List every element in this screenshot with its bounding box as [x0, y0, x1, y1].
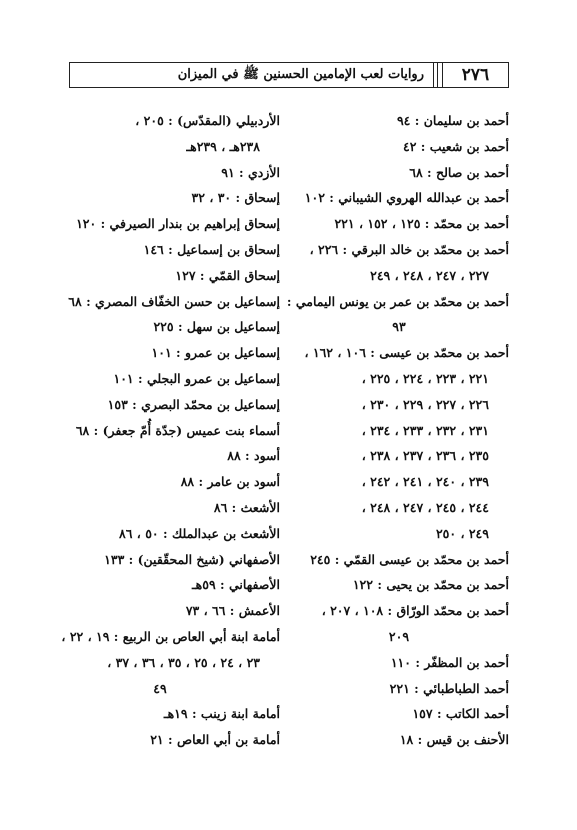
index-entry: أحمد بن سليمان : ٩٤ [396, 113, 509, 128]
index-entry: أسود بن عامر : ٨٨ [180, 474, 280, 490]
index-entry: أحمد بن محمّد الورّاق : ١٠٨ ، ٢٠٧ ، [321, 603, 509, 619]
index-column-right [286, 108, 509, 753]
index-entry: أحمد بن محمّد : ١٢٥ ، ١٥٢ ، ٢٢١ [334, 216, 509, 232]
running-header [69, 62, 509, 88]
index-entry: أحمد بن صالح : ٦٨ [409, 164, 509, 180]
header-divider [437, 63, 439, 87]
index-entry-continuation: ٢٣ ، ٢٤ ، ٢٥ ، ٣٥ ، ٣٦ ، ٣٧ ، [107, 654, 260, 670]
index-entry: أحمد الكاتب : ١٥٧ [412, 706, 509, 722]
index-entry: أسماء بنت عميس (جدّة أُمّ جعفر) : ٦٨ [75, 422, 280, 438]
index-entry-continuation: ٤٩ [153, 680, 167, 696]
index-entry: الأعمش : ٦٦ ، ٧٣ [185, 603, 280, 619]
index-entry-continuation: ٢٣١ ، ٢٣٢ ، ٢٣٣ ، ٢٣٤ ، [361, 422, 489, 438]
index-entry-continuation: ٢٤٤ ، ٢٤٥ ، ٢٤٧ ، ٢٤٨ ، [361, 499, 489, 515]
index-entry: الأصفهاني (شيخ المحقّقين) : ١٣٣ [104, 551, 280, 567]
index-entry: إسحاق القمّي : ١٢٧ [175, 267, 280, 283]
index-entry: الأزدي : ٩١ [221, 164, 280, 180]
index-entry-continuation: ٢٢٦ ، ٢٢٧ ، ٢٢٩ ، ٢٣٠ ، [361, 396, 489, 412]
index-entry-continuation: ٢٣٥ ، ٢٣٦ ، ٢٣٧ ، ٢٣٨ ، [361, 448, 489, 464]
index-entry: إسماعيل بن عمرو البجلي : ١٠١ [113, 370, 280, 386]
book-title: روايات لعب الإمامين الحسنين ﷺ في الميزان [177, 66, 424, 82]
index-entry: أمامة بن أبي العاص : ٢١ [150, 732, 280, 748]
index-entry: إسحاق : ٣٠ ، ٣٢ [191, 190, 280, 206]
index-entry: أحمد بن محمّد بن عيسى : ١٠٦ ، ١٦٢ ، [304, 345, 509, 361]
index-entry: إسحاق بن إسماعيل : ١٤٦ [143, 241, 280, 257]
index-entry: الأصفهاني : ٥٩هـ [191, 577, 280, 593]
header-divider [433, 63, 435, 87]
index-entry-continuation: ٢٠٩ [388, 628, 410, 644]
index-entry: أسود : ٨٨ [227, 448, 280, 464]
index-entry: أحمد الطباطبائي : ٢٢١ [389, 680, 509, 696]
index-entry-continuation: ٢٣٨هـ ، ٢٣٩هـ [186, 138, 260, 154]
index-entry: الأشعث بن عبدالملك : ٥٠ ، ٨٦ [119, 525, 280, 541]
index-column-left [40, 108, 280, 753]
index-entry-continuation: ٢٤٩ ، ٢٥٠ [435, 525, 489, 541]
index-entry: أمامة ابنة أبي العاص بن الربيع : ١٩ ، ٢٢ ، [61, 628, 280, 644]
index-entry: أحمد بن شعيب : ٤٢ [403, 138, 509, 154]
index-entry: أحمد بن محمّد بن يحيى : ١٢٢ [352, 577, 509, 593]
index-entry: إسماعيل بن حسن الخفّاف المصري : ٦٨ [68, 293, 280, 309]
index-entry-continuation: ٩٣ [392, 319, 406, 335]
index-entry: إسماعيل بن محمّد البصري : ١٥٣ [107, 396, 280, 412]
index-entry-continuation: ٢٢٧ ، ٢٤٧ ، ٢٤٨ ، ٢٤٩ [370, 267, 489, 283]
index-entry: أحمد بن محمّد بن عيسى القمّي : ٢٤٥ [310, 551, 509, 567]
index-entry: الأردبيلي (المقدّس) : ٢٠٥ ، [135, 113, 280, 128]
index-entry: أحمد بن محمّد بن عمر بن يونس اليمامي : [286, 293, 509, 309]
index-entry: إسماعيل بن سهل : ٢٢٥ [153, 319, 280, 335]
index-entry: إسماعيل بن عمرو : ١٠١ [151, 345, 280, 361]
index-entry-continuation: ٢٢١ ، ٢٢٣ ، ٢٢٤ ، ٢٢٥ ، [361, 370, 489, 386]
index-entry: أمامة ابنة زينب : ١٩هـ [163, 706, 280, 722]
index-entry: الأحنف بن قيس : ١٨ [399, 732, 509, 748]
index-entry-continuation: ٢٣٩ ، ٢٤٠ ، ٢٤١ ، ٢٤٢ ، [361, 474, 489, 490]
index-entry: أحمد بن المظفّر : ١١٠ [390, 654, 509, 670]
index-entry: إسحاق إبراهيم بن بندار الصيرفي : ١٢٠ [76, 216, 280, 232]
page-number: ٢٧٦ [442, 63, 508, 87]
index-entry: الأشعث : ٨٦ [213, 499, 280, 515]
index-entry: أحمد بن عبدالله الهروي الشيباني : ١٠٢ [304, 190, 509, 206]
index-entry: أحمد بن محمّد بن خالد البرقي : ٢٢٦ ، [309, 241, 509, 257]
